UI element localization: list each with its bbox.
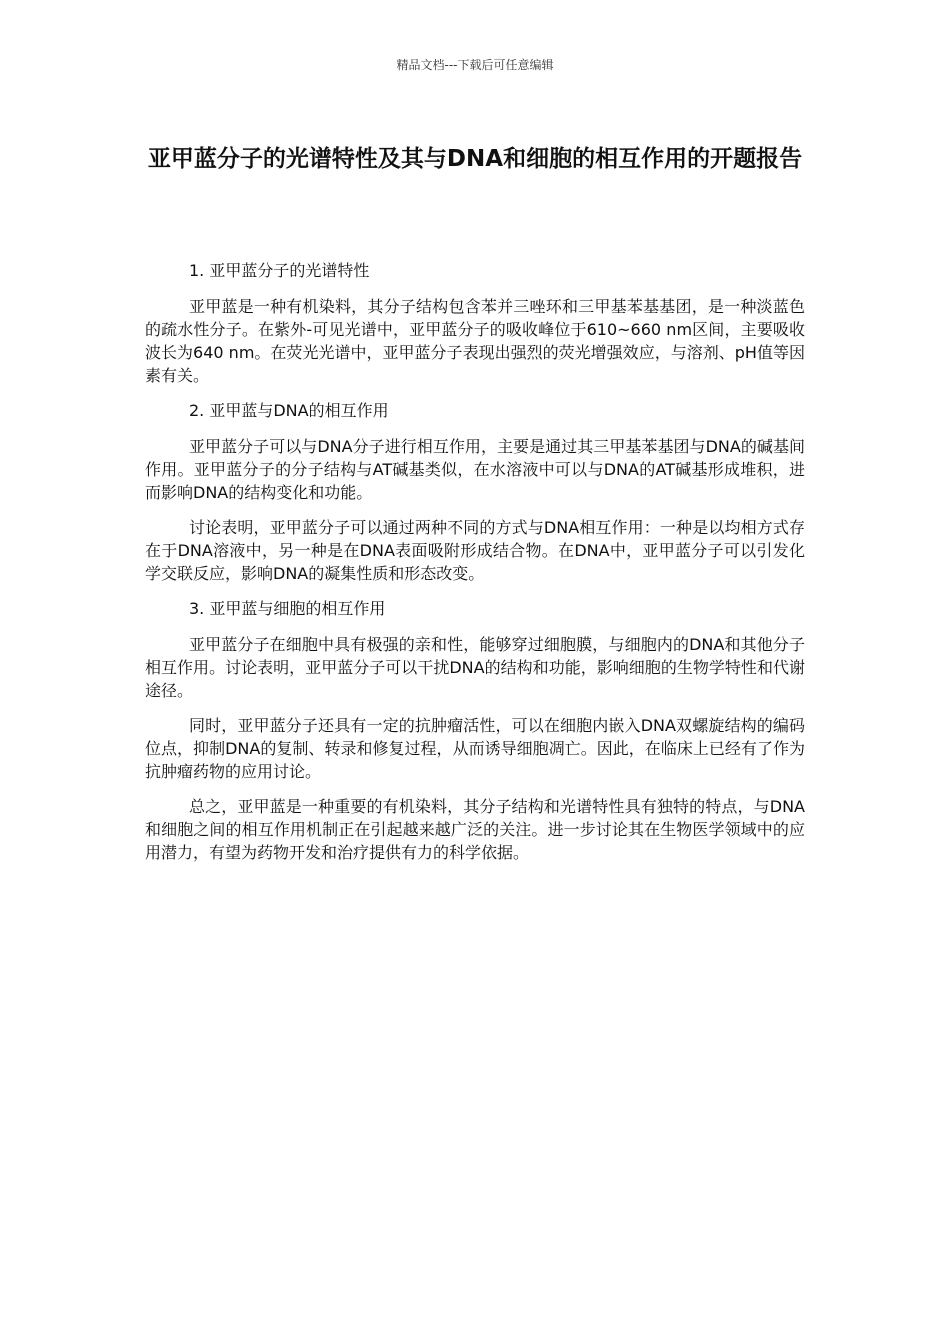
paragraph: 亚甲蓝分子可以与DNA分子进行相互作用，主要是通过其三甲基苯基团与DNA的碱基间作用。亚甲蓝分子的分子结构与AT碱基类似，在水溶液中可以与DNA的AT碱基形成堆积，进而影响DNA的结构变化和功能。	[145, 437, 805, 502]
document-body	[145, 259, 805, 876]
paragraph: 亚甲蓝是一种有机染料，其分子结构包含苯并三唑环和三甲基苯基基团，是一种淡蓝色的疏水性分子。在紫外-可见光谱中，亚甲蓝分子的吸收峰位于610~660 nm区间，主要吸收波长为640 nm。在荧光光谱中，亚甲蓝分子表现出强烈的荧光增强效应，与溶剂、pH值等因素有关。	[145, 297, 805, 385]
paragraph: 讨论表明，亚甲蓝分子可以通过两种不同的方式与DNA相互作用：一种是以均相方式存在于DNA溶液中，另一种是在DNA表面吸附形成结合物。在DNA中，亚甲蓝分子可以引发化学交联反应，影响DNA的凝集性质和形态改变。	[145, 518, 805, 583]
header-note: 精品文档---下载后可任意编辑	[396, 58, 554, 72]
section-heading-2: 2. 亚甲蓝与DNA的相互作用	[189, 401, 389, 420]
paragraph: 同时，亚甲蓝分子还具有一定的抗肿瘤活性，可以在细胞内嵌入DNA双螺旋结构的编码位点，抑制DNA的复制、转录和修复过程，从而诱导细胞凋亡。因此，在临床上已经有了作为抗肿瘤药物的应用讨论。	[145, 716, 805, 781]
document-title: 亚甲蓝分子的光谱特性及其与DNA和细胞的相互作用的开题报告	[147, 146, 803, 172]
paragraph: 总之，亚甲蓝是一种重要的有机染料，其分子结构和光谱特性具有独特的特点，与DNA和细胞之间的相互作用机制正在引起越来越广泛的关注。进一步讨论其在生物医学领域中的应用潜力，有望为药物开发和治疗提供有力的科学依据。	[145, 797, 805, 862]
section-heading-3: 3. 亚甲蓝与细胞的相互作用	[189, 599, 386, 618]
paragraph: 亚甲蓝分子在细胞中具有极强的亲和性，能够穿过细胞膜，与细胞内的DNA和其他分子相互作用。讨论表明，亚甲蓝分子可以干扰DNA的结构和功能，影响细胞的生物学特性和代谢途径。	[145, 635, 805, 700]
section-heading-1: 1. 亚甲蓝分子的光谱特性	[189, 261, 370, 280]
